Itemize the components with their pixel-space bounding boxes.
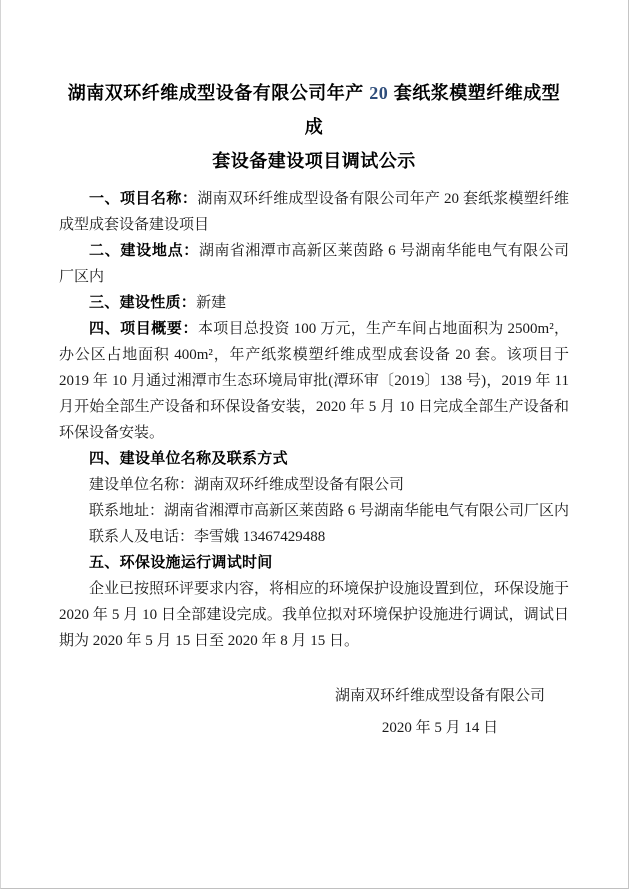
signature-date: 2020 年 5 月 14 日 bbox=[381, 720, 499, 736]
section-project-name bbox=[59, 186, 569, 238]
section-nature-label: 三、建设性质： bbox=[89, 294, 197, 311]
signature-block bbox=[335, 680, 545, 744]
title-line1-pre: 湖南双环纤维成型设备有限公司年产 bbox=[67, 83, 370, 103]
section-overview-text: 本项目总投资 100 万元，生产车间占地面积为 2500m²，办公区占地面积 400m²，年产纸浆模塑纤维成型成套设备 20 套。该项目于 2019 年 10 月通过湘潭市生态环境局审批(潭环审〔2019〕138 号)，2019 年 11 月开始全部生产设备和环保设备安装，2020 年 5 月 10 日完成全部生产设备和环保设备安装。 bbox=[59, 321, 569, 441]
section-commissioning-heading bbox=[59, 550, 569, 576]
section-location-label: 二、建设地点： bbox=[89, 242, 200, 259]
section-contact-heading bbox=[59, 446, 569, 472]
contact-company-line: 建设单位名称：湖南双环纤维成型设备有限公司 bbox=[89, 477, 405, 493]
contact-address-line: 联系地址：湖南省湘潭市高新区莱茵路 6 号湖南华能电气有限公司厂区内 bbox=[89, 503, 570, 519]
section-project-name-label: 一、项目名称： bbox=[89, 190, 198, 207]
title-quantity-number: 20 bbox=[369, 83, 389, 103]
signature-company: 湖南双环纤维成型设备有限公司 bbox=[334, 688, 545, 704]
section-nature-text: 新建 bbox=[196, 295, 227, 311]
document-title bbox=[59, 76, 569, 178]
section-overview bbox=[59, 316, 569, 446]
section-commissioning-heading-label: 五、环保设施运行调试时间 bbox=[89, 554, 273, 571]
section-contact-heading-label: 四、建设单位名称及联系方式 bbox=[89, 450, 288, 467]
contact-person-phone-line: 联系人及电话：李雪娥 13467429488 bbox=[89, 529, 326, 545]
section-overview-label: 四、项目概要： bbox=[89, 320, 199, 337]
title-line-2: 套设备建设项目调试公示 bbox=[212, 151, 416, 171]
section-nature bbox=[59, 290, 569, 316]
title-line-1 bbox=[59, 76, 569, 144]
section-commissioning-text: 企业已按照环评要求内容，将相应的环境保护设施设置到位，环保设施于 2020 年 5 月 10 日全部建设完成。我单位拟对环境保护设施进行调试，调试日期为 2020 年 5 月 15 日至 2020 年 8 月 15 日。 bbox=[59, 581, 570, 649]
title-line1-post: 套纸浆模塑纤维成型成 bbox=[304, 83, 561, 137]
section-location-text: 湖南省湘潭市高新区莱茵路 6 号湖南华能电气有限公司厂区内 bbox=[59, 243, 569, 285]
section-location bbox=[59, 238, 569, 290]
section-project-name-text: 湖南双环纤维成型设备有限公司年产 20 套纸浆模塑纤维成型成套设备建设项目 bbox=[59, 191, 569, 233]
